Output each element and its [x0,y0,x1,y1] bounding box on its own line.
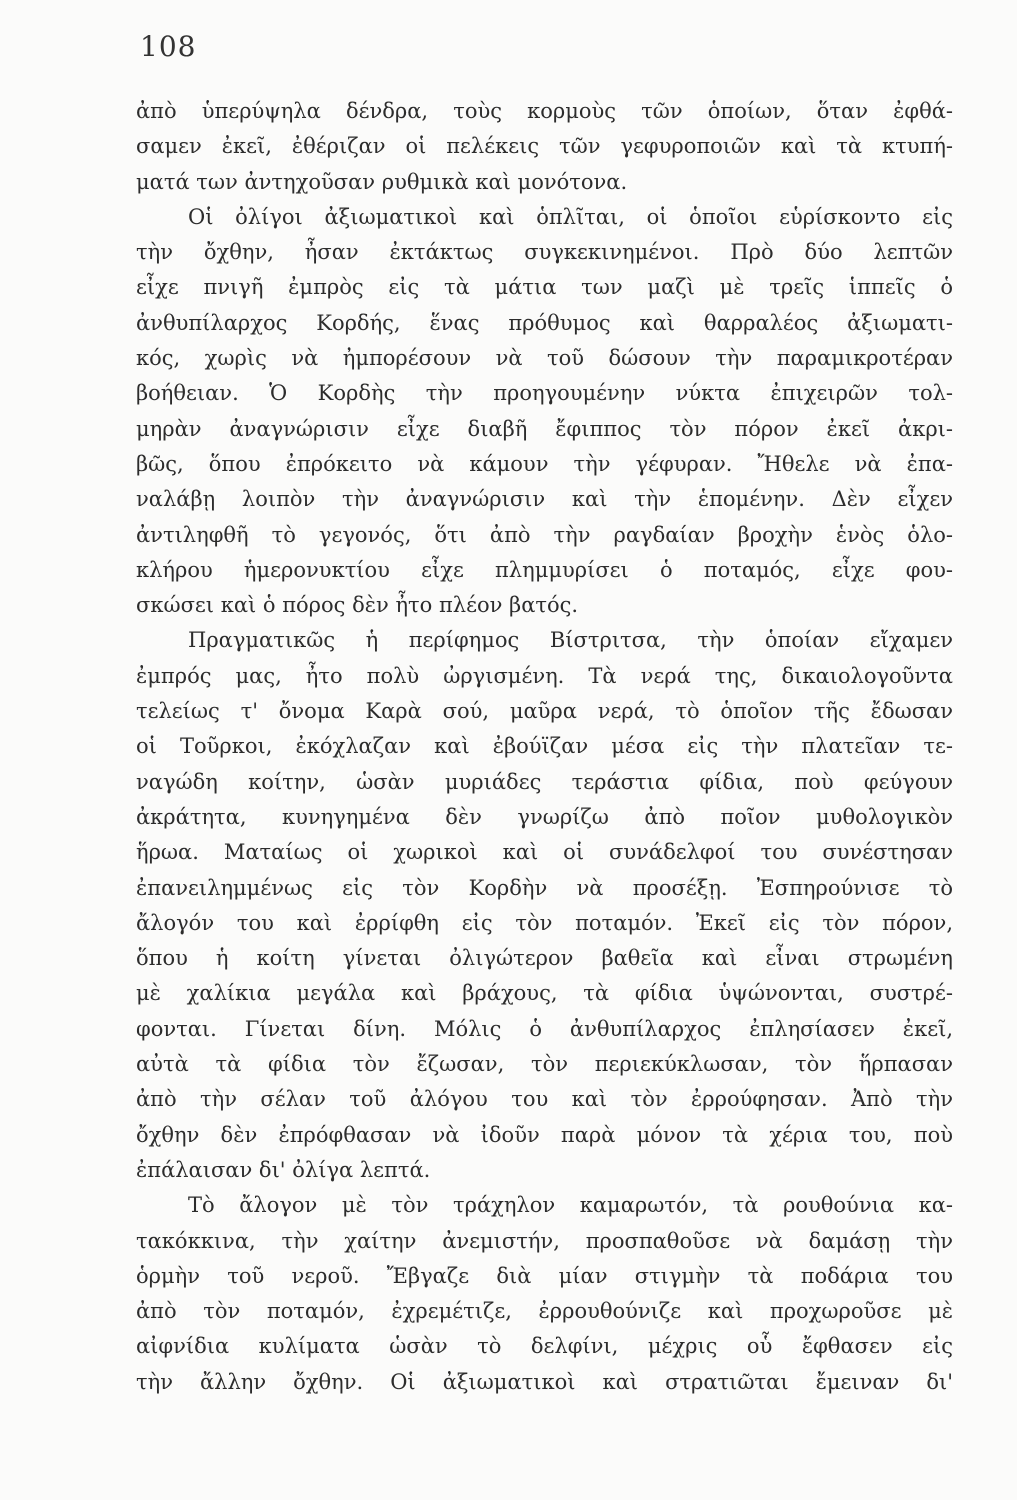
text-line: σαμεν ἐκεῖ, ἐθέριζαν οἱ πελέκεις τῶν γεφυροποιῶν καὶ τὰ κτυπή- [136,134,953,159]
text-line: βοήθειαν. Ὁ Κορδὴς τὴν προηγουμένην νύκτα ἐπιχειρῶν τολ- [136,381,953,406]
text-line: φονται. Γίνεται δίνη. Μόλις ὁ ἀνθυπίλαρχος ἐπλησίασεν ἐκεῖ, [136,1016,953,1041]
text-line: ἀπὸ τὴν σέλαν τοῦ ἀλόγου του καὶ τὸν ἐρρούφησαν. Ἀπὸ τὴν [136,1087,953,1112]
text-line: μὲ χαλίκια μεγάλα καὶ βράχους, τὰ φίδια ὑψώνονται, συστρέ- [136,981,953,1006]
text-line: ναλάβῃ λοιπὸν τὴν ἀναγνώρισιν καὶ τὴν ἑπομένην. Δὲν εἶχεν [136,487,953,512]
text-line: ἥρωα. Ματαίως οἱ χωρικοὶ καὶ οἱ συνάδελφοί του συνέστησαν [136,840,953,865]
text-line: ὁρμὴν τοῦ νεροῦ. Ἔβγαζε διὰ μίαν στιγμὴν τὰ ποδάρια του [136,1263,953,1288]
text-line: ἀνθυπίλαρχος Κορδής, ἕνας πρόθυμος καὶ θαρραλέος ἀξιωματι- [136,310,953,335]
text-line: σκώσει καὶ ὁ πόρος δὲν ἦτο πλέον βατός. [136,593,579,618]
text-line: ὄχθην δὲν ἐπρόφθασαν νὰ ἰδοῦν παρὰ μόνον τὰ χέρια του, ποὺ [136,1122,953,1147]
text-line: μηρὰν ἀναγνώρισιν εἶχε διαβῆ ἔφιππος τὸν πόρον ἐκεῖ ἀκρι- [136,416,953,441]
text-line: αὐτὰ τὰ φίδια τὸν ἔζωσαν, τὸν περιεκύκλωσαν, τὸν ἥρπασαν [136,1052,953,1077]
text-line: βῶς, ὅπου ἐπρόκειτο νὰ κάμουν τὴν γέφυραν. Ἤθελε νὰ ἐπα- [136,451,953,476]
text-line: ἀπὸ τὸν ποταμόν, ἐχρεμέτιζε, ἐρρουθούνιζε καὶ προχωροῦσε μὲ [136,1299,953,1324]
paragraph-first-line: Πραγματικῶς ἡ περίφημος Βίστριτσα, τὴν ὁποίαν εἴχαμεν [188,628,953,653]
text-line: ἐμπρός μας, ἦτο πολὺ ὠργισμένη. Τὰ νερά της, δικαιολογοῦντα [136,663,953,688]
page-number: 108 [140,30,197,63]
text-line: κός, χωρὶς νὰ ἠμπορέσουν νὰ τοῦ δώσουν τὴν παραμικροτέραν [136,346,953,371]
text-line: ὅπου ἡ κοίτη γίνεται ὀλιγώτερον βαθεῖα καὶ εἶναι στρωμένη [136,946,953,971]
text-line: ἐπάλαισαν δι' ὀλίγα λεπτά. [136,1157,431,1182]
text-line: αἰφνίδια κυλίματα ὡσὰν τὸ δελφίνι, μέχρις οὗ ἔφθασεν εἰς [136,1334,953,1359]
text-line: τὴν ἄλλην ὄχθην. Οἱ ἀξιωματικοὶ καὶ στρατιῶται ἔμειναν δι' [136,1369,953,1394]
paragraph-first-line: Τὸ ἄλογον μὲ τὸν τράχηλον καμαρωτόν, τὰ ρουθούνια κα- [188,1193,953,1218]
text-line: τὴν ὄχθην, ἦσαν ἐκτάκτως συγκεκινημένοι. Πρὸ δύο λεπτῶν [136,240,953,265]
text-line: ἐπανειλημμένως εἰς τὸν Κορδὴν νὰ προσέξῃ. Ἐσπηρούνισε τὸ [136,875,953,900]
body-text [136,94,953,1400]
text-line: εἶχε πνιγῆ ἐμπρὸς εἰς τὰ μάτια των μαζὶ μὲ τρεῖς ἱππεῖς ὁ [136,275,953,300]
text-line: ναγώδη κοίτην, ὡσὰν μυριάδες τεράστια φίδια, ποὺ φεύγουν [136,769,953,794]
text-line: ἀκράτητα, κυνηγημένα δὲν γνωρίζω ἀπὸ ποῖον μυθολογικὸν [136,804,953,829]
text-line: οἱ Τοῦρκοι, ἐκόχλαζαν καὶ ἐβούϊζαν μέσα εἰς τὴν πλατεῖαν τε- [136,734,953,759]
text-line: τακόκκινα, τὴν χαίτην ἀνεμιστήν, προσπαθοῦσε νὰ δαμάσῃ τὴν [136,1228,953,1253]
text-line: τελείως τ' ὄνομα Καρὰ σού, μαῦρα νερά, τὸ ὁποῖον τῆς ἔδωσαν [136,699,953,724]
text-line: ματά των ἀντηχοῦσαν ρυθμικὰ καὶ μονότονα. [136,169,628,194]
text-line: ἀπὸ ὑπερύψηλα δένδρα, τοὺς κορμοὺς τῶν ὁποίων, ὅταν ἐφθά- [136,99,953,123]
paragraph-first-line: Οἱ ὀλίγοι ἀξιωματικοὶ καὶ ὁπλῖται, οἱ ὁποῖοι εὑρίσκοντο εἰς [188,204,953,229]
text-line: ἀντιληφθῆ τὸ γεγονός, ὅτι ἀπὸ τὴν ραγδαίαν βροχὴν ἑνὸς ὁλο- [136,522,953,547]
text-line: ἄλογόν του καὶ ἐρρίφθη εἰς τὸν ποταμόν. Ἐκεῖ εἰς τὸν πόρον, [136,910,953,935]
text-line: κλήρου ἡμερονυκτίου εἶχε πλημμυρίσει ὁ ποταμός, εἶχε φου- [136,557,953,582]
